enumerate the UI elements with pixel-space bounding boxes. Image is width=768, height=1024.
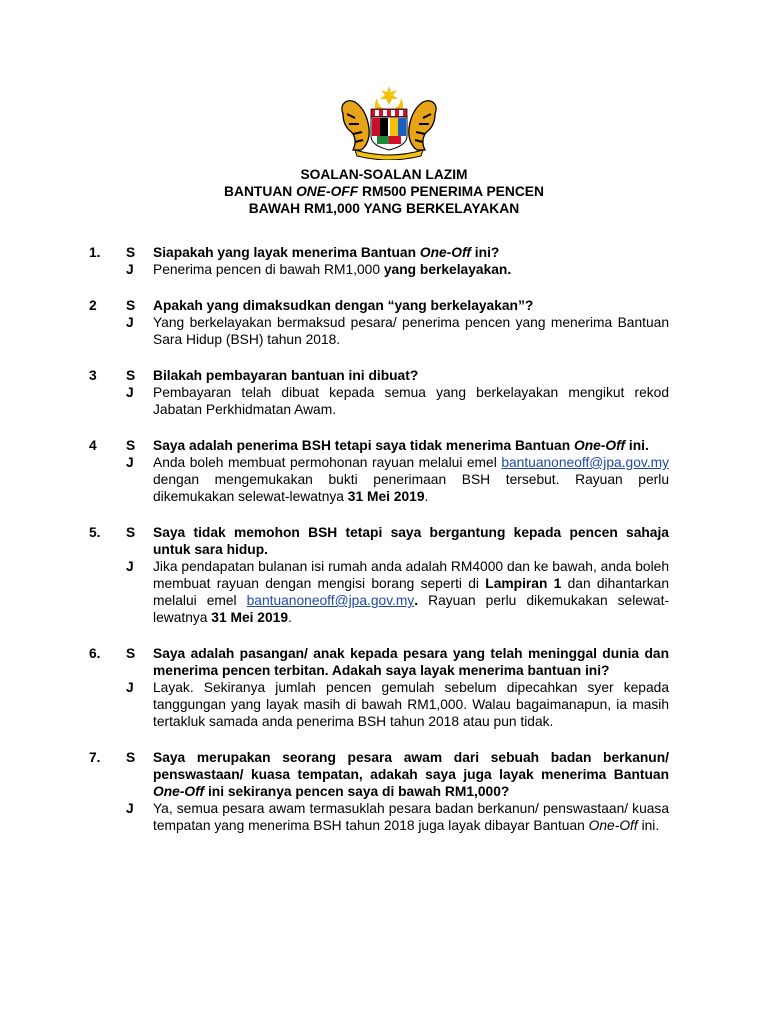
faq-question-2: 2 S Apakah yang dimaksudkan dengan “yang berkelayakan”? xyxy=(89,298,534,313)
document-title-line-2: BANTUAN ONE-OFF RM500 PENERIMA PENCEN xyxy=(224,184,544,199)
faq-answer-7: J Ya, semua pesara awam termasuklah pesara badan berkanun/ penswastaan/ kuasa tempatan yang menerima BSH tahun 2018 juga layak dibayar Bantuan One-Off ini. xyxy=(126,801,669,833)
faq-answer-1: J Penerima pencen di bawah RM1,000 yang berkelayakan. xyxy=(126,262,512,277)
faq-question-3: 3 S Bilakah pembayaran bantuan ini dibuat? xyxy=(89,368,419,383)
faq-answer-3: J Pembayaran telah dibuat kepada semua yang berkelayakan mengikut rekod Jabatan Perkhidmatan Awam. xyxy=(126,385,669,417)
faq-answer-4: J Anda boleh membuat permohonan rayuan melalui emel bantuanoneoff@jpa.gov.my dengan mengemukakan bukti penerimaan BSH tersebut. Rayuan perlu dikemukakan selewat-lewatnya 31 Mei 2019. xyxy=(126,455,669,504)
faq-list xyxy=(89,244,669,834)
email-link[interactable]: bantuanoneoff@jpa.gov.my xyxy=(246,593,415,608)
coat-of-arms-emblem xyxy=(337,84,441,160)
document-title-line-1: SOALAN-SOALAN LAZIM xyxy=(300,167,468,182)
document-title-line-3: BAWAH RM1,000 YANG BERKELAYAKAN xyxy=(248,201,520,216)
faq-answer-2: J Yang berkelayakan bermaksud pesara/ penerima pencen yang menerima Bantuan Sara Hidup (BSH) tahun 2018. xyxy=(126,315,669,347)
faq-answer-6: J Layak. Sekiranya jumlah pencen gemulah sebelum dipecahkan syer kepada tanggungan yang layak masih di bawah RM1,000. Walau bagaimanapun, ia masih tertakluk samada anda penerima BSH tahun 2018 atau pun tidak. xyxy=(126,680,669,729)
faq-question-6: 6. S Saya adalah pasangan/ anak kepada pesara yang telah meninggal dunia dan menerima pencen terbitan. Adakah saya layak menerima bantuan ini? xyxy=(89,646,669,678)
faq-question-7: 7. S Saya merupakan seorang pesara awam dari sebuah badan berkanun/ penswastaan/ kuasa tempatan, adakah saya juga layak menerima Bantuan One-Off ini sekiranya pencen saya di bawah RM1,000? xyxy=(89,750,669,799)
email-link[interactable]: bantuanoneoff@jpa.gov.my xyxy=(501,455,669,470)
faq-answer-5: J Jika pendapatan bulanan isi rumah anda adalah RM4000 dan ke bawah, anda boleh membuat rayuan dengan mengisi borang seperti di Lampiran 1 dan dihantarkan melalui emel bantuanoneoff@jpa.gov.my. Rayuan perlu dikemukakan selewat-lewatnya 31 Mei 2019. xyxy=(126,559,670,625)
faq-question-5: 5. S Saya tidak memohon BSH tetapi saya bergantung kepada pencen sahaja untuk sara hidup. xyxy=(89,525,669,557)
faq-question-1: 1. S Siapakah yang layak menerima Bantuan One-Off ini? xyxy=(89,245,500,260)
faq-question-4: 4 S Saya adalah penerima BSH tetapi saya tidak menerima Bantuan One-Off ini. xyxy=(89,438,649,453)
